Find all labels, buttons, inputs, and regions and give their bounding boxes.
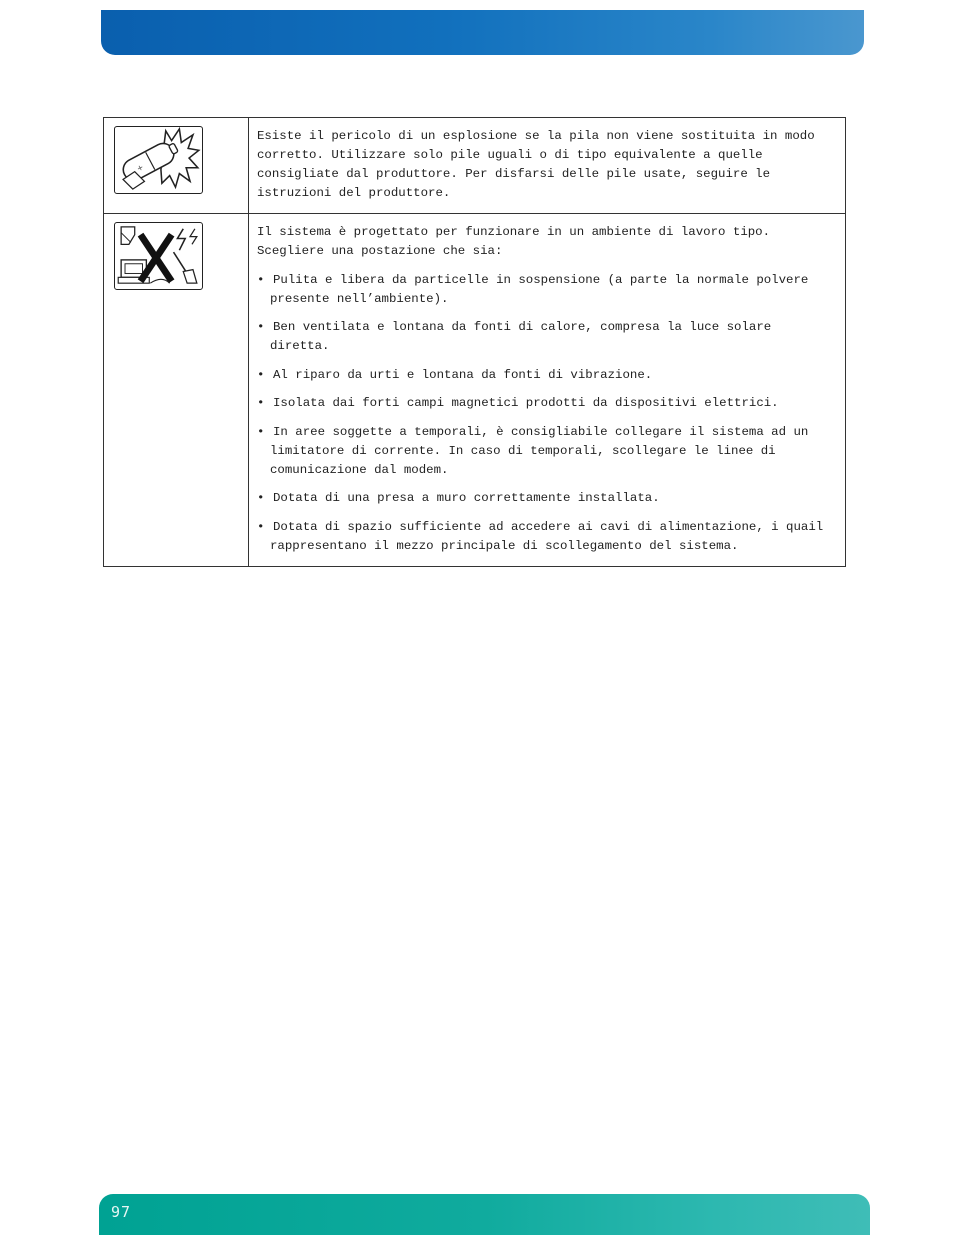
bullet-marker: • — [257, 272, 265, 287]
bullet-marker: • — [257, 320, 265, 334]
bullet-marker: • — [257, 367, 265, 382]
list-item — [257, 489, 837, 508]
list-item-text: Isolata dai forti campi magnetici prodotti da dispositivi elettrici. — [273, 396, 779, 410]
safety-warnings-table — [103, 117, 846, 567]
header-banner — [101, 10, 864, 55]
list-item-text: Dotata di una presa a muro correttamente installata. — [273, 491, 660, 505]
list-item — [257, 318, 837, 356]
icon-cell — [104, 214, 249, 567]
bullet-marker: • — [257, 491, 265, 505]
battery-explosion-warning-icon — [114, 126, 203, 194]
battery-warning-text: Esiste il pericolo di un esplosione se la pila non viene sostituita in modo corretto. Utilizzare solo pile uguali o di tipo equivalente a quelle consigliate dal produttore. Per disfarsi delle pile usate, seguire le istruzioni del produttore. — [257, 129, 815, 200]
list-item — [257, 518, 837, 556]
page-number: 97 — [111, 1203, 132, 1221]
list-item — [257, 394, 837, 413]
table-row — [104, 214, 846, 567]
icon-cell — [104, 118, 249, 214]
bullet-marker: • — [257, 519, 265, 534]
text-cell — [249, 214, 846, 567]
requirements-list — [257, 271, 837, 556]
bullet-marker: • — [257, 396, 265, 410]
list-item-text: Al riparo da urti e lontana da fonti di vibrazione. — [273, 367, 653, 382]
list-item — [257, 423, 837, 480]
list-item-text: Pulita e libera da particelle in sospensione (a parte la normale polvere presente nell’ambiente). — [270, 272, 809, 306]
footer-banner — [99, 1194, 870, 1235]
list-item-text: In aree soggette a temporali, è consigliabile collegare il sistema ad un limitatore di corrente. In caso di temporali, scollegare le linee di comunicazione dal modem. — [270, 424, 809, 477]
svg-text:+: + — [135, 162, 146, 174]
list-item-text: Dotata di spazio sufficiente ad accedere ai cavi di alimentazione, i quail rappresentano il mezzo principale di scollegamento del sistema. — [270, 519, 824, 553]
bullet-marker: • — [257, 424, 265, 439]
list-item — [257, 366, 837, 385]
list-item-text: Ben ventilata e lontana da fonti di calore, compresa la luce solare diretta. — [270, 320, 772, 353]
list-item — [257, 271, 837, 309]
environment-warning-icon — [114, 222, 203, 290]
environment-intro-text: Il sistema è progettato per funzionare in un ambiente di lavoro tipo. Scegliere una postazione che sia: — [257, 225, 771, 258]
text-cell — [249, 118, 846, 214]
table-row — [104, 118, 846, 214]
